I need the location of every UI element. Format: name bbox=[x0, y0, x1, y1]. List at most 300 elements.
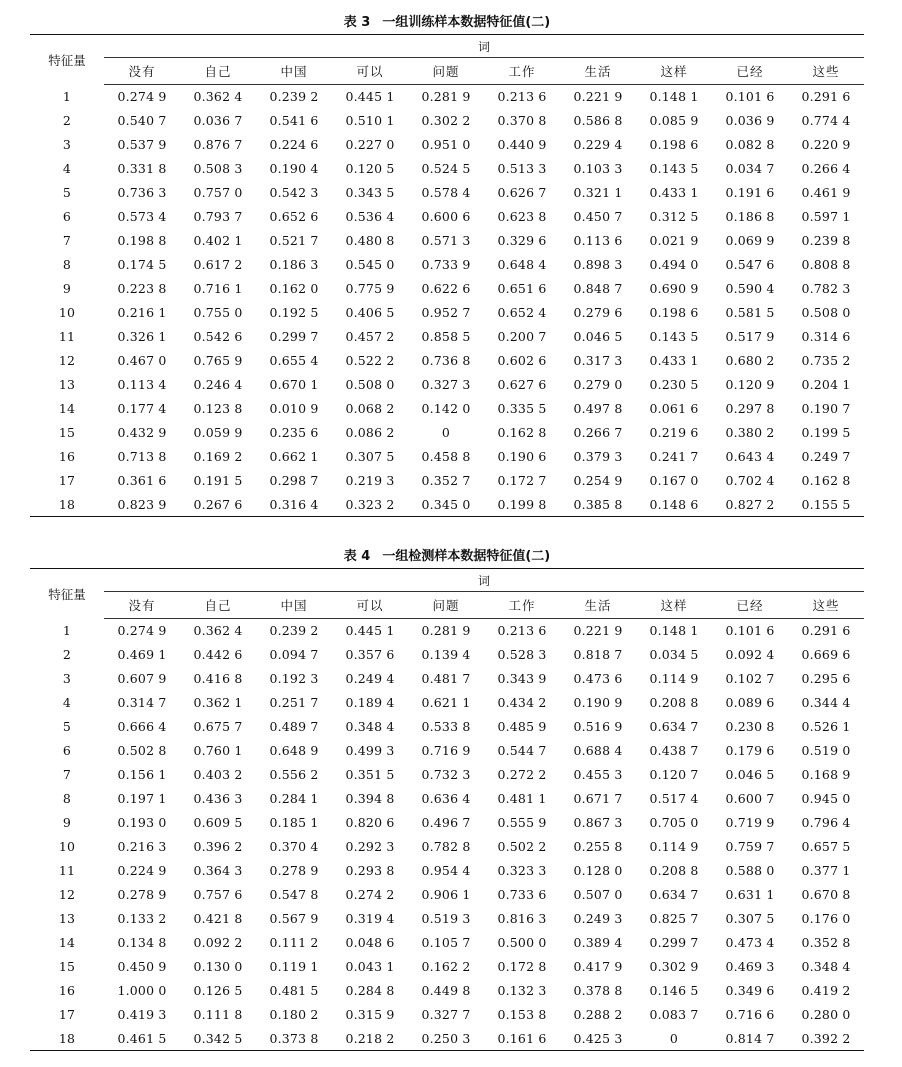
row-index-cell: 10 bbox=[58, 839, 76, 854]
value-cell: 0.394 8 bbox=[345, 791, 395, 806]
value-cell: 0.143 5 bbox=[649, 329, 699, 344]
value-cell: 0 bbox=[669, 1030, 679, 1046]
row-index-cell: 17 bbox=[58, 1007, 76, 1022]
column-header: 生活 bbox=[560, 592, 636, 619]
value-cell: 0.266 7 bbox=[573, 425, 623, 440]
value-cell: 0.176 0 bbox=[801, 911, 851, 926]
row-index-cell: 13 bbox=[58, 377, 76, 392]
value-cell: 0.688 4 bbox=[573, 743, 623, 758]
column-header: 问题 bbox=[408, 58, 484, 85]
row-index-cell: 3 bbox=[62, 137, 72, 152]
table-row bbox=[30, 349, 864, 373]
table-row bbox=[30, 715, 864, 739]
value-cell: 0.489 7 bbox=[269, 719, 319, 734]
value-cell: 0.010 9 bbox=[269, 401, 319, 416]
value-cell: 0.102 7 bbox=[725, 671, 775, 686]
value-cell: 0.524 5 bbox=[421, 161, 471, 176]
value-cell: 0.101 6 bbox=[725, 89, 775, 105]
value-cell: 0.536 4 bbox=[345, 209, 395, 224]
value-cell: 0.280 0 bbox=[801, 1007, 851, 1022]
value-cell: 0.172 8 bbox=[497, 959, 547, 974]
value-cell: 0.034 5 bbox=[649, 647, 699, 662]
value-cell: 0.670 1 bbox=[269, 377, 319, 392]
value-cell: 0.179 6 bbox=[725, 743, 775, 758]
value-cell: 0.293 8 bbox=[345, 863, 395, 878]
value-cell: 0.586 8 bbox=[573, 113, 623, 128]
value-cell: 0.827 2 bbox=[725, 496, 775, 512]
value-cell: 0.103 3 bbox=[573, 161, 623, 176]
value-cell: 0.657 5 bbox=[801, 839, 851, 854]
value-cell: 0.189 4 bbox=[345, 695, 395, 710]
row-index-cell: 15 bbox=[58, 425, 76, 440]
value-cell: 0.191 6 bbox=[725, 185, 775, 200]
value-cell: 0.249 7 bbox=[801, 449, 851, 464]
value-cell: 0.556 2 bbox=[269, 767, 319, 782]
value-cell: 0.449 8 bbox=[421, 983, 471, 998]
column-header-row bbox=[30, 58, 864, 85]
group-header: 词 bbox=[104, 569, 864, 592]
data-table bbox=[30, 568, 864, 1051]
value-cell: 0.370 4 bbox=[269, 839, 319, 854]
value-cell: 0.954 4 bbox=[421, 863, 471, 878]
value-cell: 0.162 2 bbox=[421, 959, 471, 974]
value-cell: 0.302 9 bbox=[649, 959, 699, 974]
value-cell: 0.155 5 bbox=[801, 496, 851, 512]
table-row bbox=[30, 421, 864, 445]
value-cell: 0.876 7 bbox=[193, 137, 243, 152]
value-cell: 0.782 8 bbox=[421, 839, 471, 854]
value-cell: 0.713 8 bbox=[117, 449, 167, 464]
value-cell: 0.481 5 bbox=[269, 983, 319, 998]
value-cell: 0.623 8 bbox=[497, 209, 547, 224]
value-cell: 0.867 3 bbox=[573, 815, 623, 830]
row-index-cell: 8 bbox=[62, 791, 72, 806]
column-header: 中国 bbox=[256, 58, 332, 85]
row-index-cell: 16 bbox=[58, 449, 76, 464]
value-cell: 0.378 8 bbox=[573, 983, 623, 998]
column-header: 这些 bbox=[788, 592, 864, 619]
value-cell: 0.419 2 bbox=[801, 983, 851, 998]
value-cell: 0.362 4 bbox=[193, 89, 243, 105]
value-cell: 0.793 7 bbox=[193, 209, 243, 224]
value-cell: 0.288 2 bbox=[573, 1007, 623, 1022]
value-cell: 0.362 1 bbox=[193, 695, 243, 710]
table-row bbox=[30, 253, 864, 277]
value-cell: 0.133 2 bbox=[117, 911, 167, 926]
table-caption bbox=[30, 12, 864, 34]
value-cell: 0.421 8 bbox=[193, 911, 243, 926]
value-cell: 0.180 2 bbox=[269, 1007, 319, 1022]
value-cell: 0.537 9 bbox=[117, 137, 167, 152]
value-cell: 0.068 2 bbox=[345, 401, 395, 416]
value-cell: 0.755 0 bbox=[193, 305, 243, 320]
value-cell: 0.034 7 bbox=[725, 161, 775, 176]
value-cell: 0.279 0 bbox=[573, 377, 623, 392]
value-cell: 0.457 2 bbox=[345, 329, 395, 344]
value-cell: 0.636 4 bbox=[421, 791, 471, 806]
value-cell: 0.295 6 bbox=[801, 671, 851, 686]
value-cell: 0.302 2 bbox=[421, 113, 471, 128]
value-cell: 0.461 5 bbox=[117, 1030, 167, 1046]
column-header: 已经 bbox=[712, 58, 788, 85]
value-cell: 0.246 4 bbox=[193, 377, 243, 392]
value-cell: 0.114 9 bbox=[649, 839, 699, 854]
value-cell: 0.291 6 bbox=[801, 89, 851, 105]
value-cell: 0.735 2 bbox=[801, 353, 851, 368]
table-row bbox=[30, 181, 864, 205]
value-cell: 0.634 7 bbox=[649, 887, 699, 902]
row-index-cell: 3 bbox=[62, 671, 72, 686]
value-cell: 0.213 6 bbox=[497, 623, 547, 639]
value-cell: 0.702 4 bbox=[725, 473, 775, 488]
value-cell: 0.043 1 bbox=[345, 959, 395, 974]
value-cell: 0.327 3 bbox=[421, 377, 471, 392]
value-cell: 0.502 8 bbox=[117, 743, 167, 758]
value-cell: 0.652 4 bbox=[497, 305, 547, 320]
value-cell: 0.349 6 bbox=[725, 983, 775, 998]
value-cell: 0.299 7 bbox=[269, 329, 319, 344]
value-cell: 0.621 1 bbox=[421, 695, 471, 710]
value-cell: 0.705 0 bbox=[649, 815, 699, 830]
table-row bbox=[30, 205, 864, 229]
value-cell: 0.167 0 bbox=[649, 473, 699, 488]
value-cell: 0.607 9 bbox=[117, 671, 167, 686]
column-header: 自己 bbox=[180, 592, 256, 619]
value-cell: 0.284 8 bbox=[345, 983, 395, 998]
value-cell: 0.736 3 bbox=[117, 185, 167, 200]
column-header: 这样 bbox=[636, 58, 712, 85]
value-cell: 0.168 9 bbox=[801, 767, 851, 782]
value-cell: 0.716 6 bbox=[725, 1007, 775, 1022]
value-cell: 0.326 1 bbox=[117, 329, 167, 344]
value-cell: 0.445 1 bbox=[345, 89, 395, 105]
value-cell: 0.319 4 bbox=[345, 911, 395, 926]
value-cell: 0.406 5 bbox=[345, 305, 395, 320]
value-cell: 0.508 3 bbox=[193, 161, 243, 176]
value-cell: 0.227 0 bbox=[345, 137, 395, 152]
value-cell: 0.567 9 bbox=[269, 911, 319, 926]
value-cell: 0.272 2 bbox=[497, 767, 547, 782]
table-row bbox=[30, 301, 864, 325]
row-index-cell: 2 bbox=[62, 113, 72, 128]
value-cell: 0.433 1 bbox=[649, 185, 699, 200]
value-cell: 0.190 4 bbox=[269, 161, 319, 176]
value-cell: 0.267 6 bbox=[193, 496, 243, 512]
value-cell: 0.631 1 bbox=[725, 887, 775, 902]
value-cell: 0.364 3 bbox=[193, 863, 243, 878]
value-cell: 0.617 2 bbox=[193, 257, 243, 272]
value-cell: 0.494 0 bbox=[649, 257, 699, 272]
value-cell: 0.314 6 bbox=[801, 329, 851, 344]
table-row bbox=[30, 883, 864, 907]
value-cell: 0.513 3 bbox=[497, 161, 547, 176]
value-cell: 0.432 9 bbox=[117, 425, 167, 440]
value-cell: 0.389 4 bbox=[573, 935, 623, 950]
value-cell: 0.392 2 bbox=[801, 1030, 851, 1046]
row-index-cell: 14 bbox=[58, 935, 76, 950]
table-row bbox=[30, 763, 864, 787]
value-cell: 0.542 3 bbox=[269, 185, 319, 200]
value-cell: 0.113 6 bbox=[573, 233, 623, 248]
value-cell: 0.951 0 bbox=[421, 137, 471, 152]
value-cell: 0.469 1 bbox=[117, 647, 167, 662]
value-cell: 0.436 3 bbox=[193, 791, 243, 806]
table-row bbox=[30, 109, 864, 133]
value-cell: 0.174 5 bbox=[117, 257, 167, 272]
value-cell: 0.221 9 bbox=[573, 623, 623, 639]
value-cell: 0.344 4 bbox=[801, 695, 851, 710]
table-row bbox=[30, 325, 864, 349]
value-cell: 0.396 2 bbox=[193, 839, 243, 854]
value-cell: 0.321 1 bbox=[573, 185, 623, 200]
value-cell: 0.190 9 bbox=[573, 695, 623, 710]
row-index-cell: 18 bbox=[58, 496, 76, 512]
stub-header: 特征量 bbox=[48, 586, 86, 602]
value-cell: 0.671 7 bbox=[573, 791, 623, 806]
value-cell: 0.348 4 bbox=[345, 719, 395, 734]
value-cell: 0.485 9 bbox=[497, 719, 547, 734]
column-header: 这样 bbox=[636, 592, 712, 619]
value-cell: 0.581 5 bbox=[725, 305, 775, 320]
value-cell: 0.126 5 bbox=[193, 983, 243, 998]
value-cell: 0.046 5 bbox=[725, 767, 775, 782]
value-cell: 0.291 6 bbox=[801, 623, 851, 639]
value-cell: 0.765 9 bbox=[193, 353, 243, 368]
table-row bbox=[30, 493, 864, 517]
table-row bbox=[30, 619, 864, 643]
value-cell: 0.216 1 bbox=[117, 305, 167, 320]
value-cell: 0.450 9 bbox=[117, 959, 167, 974]
value-cell: 0.094 7 bbox=[269, 647, 319, 662]
value-cell: 0.774 4 bbox=[801, 113, 851, 128]
value-cell: 0.775 9 bbox=[345, 281, 395, 296]
value-cell: 0.519 0 bbox=[801, 743, 851, 758]
row-index-cell: 4 bbox=[62, 695, 72, 710]
value-cell: 0.197 1 bbox=[117, 791, 167, 806]
value-cell: 0.825 7 bbox=[649, 911, 699, 926]
column-header: 已经 bbox=[712, 592, 788, 619]
value-cell: 0.220 9 bbox=[801, 137, 851, 152]
value-cell: 0.331 8 bbox=[117, 161, 167, 176]
value-cell: 0.298 7 bbox=[269, 473, 319, 488]
value-cell: 0.114 9 bbox=[649, 671, 699, 686]
value-cell: 0.235 6 bbox=[269, 425, 319, 440]
table-title: 一组检测样本数据特征值(二) bbox=[382, 549, 551, 564]
value-cell: 0.438 7 bbox=[649, 743, 699, 758]
value-cell: 0.239 8 bbox=[801, 233, 851, 248]
value-cell: 0.680 2 bbox=[725, 353, 775, 368]
value-cell: 0.216 3 bbox=[117, 839, 167, 854]
value-cell: 0.323 3 bbox=[497, 863, 547, 878]
value-cell: 0.417 9 bbox=[573, 959, 623, 974]
value-cell: 0.083 7 bbox=[649, 1007, 699, 1022]
value-cell: 0.588 0 bbox=[725, 863, 775, 878]
value-cell: 0.069 9 bbox=[725, 233, 775, 248]
value-cell: 0.120 5 bbox=[345, 161, 395, 176]
value-cell: 0.198 6 bbox=[649, 137, 699, 152]
column-header: 这些 bbox=[788, 58, 864, 85]
value-cell: 0.500 0 bbox=[497, 935, 547, 950]
value-cell: 0.223 8 bbox=[117, 281, 167, 296]
value-cell: 0.609 5 bbox=[193, 815, 243, 830]
value-cell: 0.499 3 bbox=[345, 743, 395, 758]
value-cell: 0.898 3 bbox=[573, 257, 623, 272]
table-row bbox=[30, 979, 864, 1003]
value-cell: 0.299 7 bbox=[649, 935, 699, 950]
value-cell: 0.200 7 bbox=[497, 329, 547, 344]
value-cell: 0.148 1 bbox=[649, 89, 699, 105]
value-cell: 0.419 3 bbox=[117, 1007, 167, 1022]
row-index-cell: 1 bbox=[62, 623, 72, 638]
value-cell: 0.130 0 bbox=[193, 959, 243, 974]
value-cell: 0.440 9 bbox=[497, 137, 547, 152]
value-cell: 0.128 0 bbox=[573, 863, 623, 878]
value-cell: 0.732 3 bbox=[421, 767, 471, 782]
value-cell: 0.719 9 bbox=[725, 815, 775, 830]
value-cell: 0.666 4 bbox=[117, 719, 167, 734]
value-cell: 0.224 9 bbox=[117, 863, 167, 878]
value-cell: 0.662 1 bbox=[269, 449, 319, 464]
value-cell: 0.190 6 bbox=[497, 449, 547, 464]
value-cell: 0.526 1 bbox=[801, 719, 851, 734]
value-cell: 0.757 0 bbox=[193, 185, 243, 200]
column-header: 可以 bbox=[332, 58, 408, 85]
value-cell: 0.808 8 bbox=[801, 257, 851, 272]
row-index-cell: 17 bbox=[58, 473, 76, 488]
value-cell: 0.343 5 bbox=[345, 185, 395, 200]
value-cell: 0.544 7 bbox=[497, 743, 547, 758]
value-cell: 0.186 3 bbox=[269, 257, 319, 272]
value-cell: 0.403 2 bbox=[193, 767, 243, 782]
value-cell: 0.508 0 bbox=[345, 377, 395, 392]
row-index-cell: 6 bbox=[62, 743, 72, 758]
table-row bbox=[30, 691, 864, 715]
value-cell: 0.089 6 bbox=[725, 695, 775, 710]
value-cell: 0.733 6 bbox=[497, 887, 547, 902]
value-cell: 0.162 0 bbox=[269, 281, 319, 296]
value-cell: 0.652 6 bbox=[269, 209, 319, 224]
value-cell: 0.105 7 bbox=[421, 935, 471, 950]
value-cell: 0.522 2 bbox=[345, 353, 395, 368]
value-cell: 0.361 6 bbox=[117, 473, 167, 488]
value-cell: 0.190 7 bbox=[801, 401, 851, 416]
stub-header: 特征量 bbox=[48, 52, 86, 68]
value-cell: 0.634 7 bbox=[649, 719, 699, 734]
table-row bbox=[30, 469, 864, 493]
value-cell: 0.307 5 bbox=[345, 449, 395, 464]
value-cell: 0.092 2 bbox=[193, 935, 243, 950]
value-cell: 0.571 3 bbox=[421, 233, 471, 248]
value-cell: 0.433 1 bbox=[649, 353, 699, 368]
value-cell: 0.281 9 bbox=[421, 623, 471, 639]
value-cell: 0.540 7 bbox=[117, 113, 167, 128]
row-index-cell: 16 bbox=[58, 983, 76, 998]
value-cell: 0.648 9 bbox=[269, 743, 319, 758]
value-cell: 0.113 4 bbox=[117, 377, 167, 392]
value-cell: 0.086 2 bbox=[345, 425, 395, 440]
value-cell: 0.036 7 bbox=[193, 113, 243, 128]
value-cell: 0.021 9 bbox=[649, 233, 699, 248]
value-cell: 0.132 3 bbox=[497, 983, 547, 998]
value-cell: 0.153 8 bbox=[497, 1007, 547, 1022]
value-cell: 0.348 4 bbox=[801, 959, 851, 974]
value-cell: 0.352 7 bbox=[421, 473, 471, 488]
table-body bbox=[30, 619, 864, 1051]
value-cell: 0.199 8 bbox=[497, 496, 547, 512]
table-row bbox=[30, 931, 864, 955]
row-index-cell: 8 bbox=[62, 257, 72, 272]
value-cell: 0.517 4 bbox=[649, 791, 699, 806]
value-cell: 0.134 8 bbox=[117, 935, 167, 950]
value-cell: 0.345 0 bbox=[421, 496, 471, 512]
row-index-cell: 4 bbox=[62, 161, 72, 176]
value-cell: 0.952 7 bbox=[421, 305, 471, 320]
value-cell: 0.278 9 bbox=[117, 887, 167, 902]
value-cell: 0.307 5 bbox=[725, 911, 775, 926]
row-index-cell: 9 bbox=[62, 815, 72, 830]
value-cell: 0.516 9 bbox=[573, 719, 623, 734]
value-cell: 0.655 4 bbox=[269, 353, 319, 368]
value-cell: 0.219 3 bbox=[345, 473, 395, 488]
value-cell: 0.848 7 bbox=[573, 281, 623, 296]
value-cell: 0.545 0 bbox=[345, 257, 395, 272]
value-cell: 0.541 6 bbox=[269, 113, 319, 128]
row-index-cell: 7 bbox=[62, 233, 72, 248]
value-cell: 0.445 1 bbox=[345, 623, 395, 639]
column-header: 没有 bbox=[104, 58, 180, 85]
table-row bbox=[30, 955, 864, 979]
row-index-cell: 15 bbox=[58, 959, 76, 974]
row-index-cell: 6 bbox=[62, 209, 72, 224]
value-cell: 0.760 1 bbox=[193, 743, 243, 758]
value-cell: 0.249 4 bbox=[345, 671, 395, 686]
value-cell: 0.507 0 bbox=[573, 887, 623, 902]
column-header: 生活 bbox=[560, 58, 636, 85]
value-cell: 0.434 2 bbox=[497, 695, 547, 710]
table-3 bbox=[30, 12, 864, 517]
value-cell: 0.061 6 bbox=[649, 401, 699, 416]
row-index-cell: 5 bbox=[62, 185, 72, 200]
value-cell: 0.139 4 bbox=[421, 647, 471, 662]
table-row bbox=[30, 1027, 864, 1051]
value-cell: 0.191 5 bbox=[193, 473, 243, 488]
value-cell: 0.036 9 bbox=[725, 113, 775, 128]
group-header: 词 bbox=[104, 35, 864, 58]
value-cell: 0.450 7 bbox=[573, 209, 623, 224]
value-cell: 0.380 2 bbox=[725, 425, 775, 440]
value-cell: 0.357 6 bbox=[345, 647, 395, 662]
value-cell: 0.547 6 bbox=[725, 257, 775, 272]
table-caption bbox=[30, 546, 864, 568]
value-cell: 0.198 6 bbox=[649, 305, 699, 320]
row-index-cell: 5 bbox=[62, 719, 72, 734]
value-cell: 0.162 8 bbox=[801, 473, 851, 488]
value-cell: 0.284 1 bbox=[269, 791, 319, 806]
value-cell: 0.146 5 bbox=[649, 983, 699, 998]
value-cell: 0.820 6 bbox=[345, 815, 395, 830]
value-cell: 0.266 4 bbox=[801, 161, 851, 176]
table-row bbox=[30, 445, 864, 469]
column-header: 自己 bbox=[180, 58, 256, 85]
table-row bbox=[30, 1003, 864, 1027]
value-cell: 0.416 8 bbox=[193, 671, 243, 686]
value-cell: 0.148 1 bbox=[649, 623, 699, 639]
value-cell: 0.469 3 bbox=[725, 959, 775, 974]
value-cell: 0.517 9 bbox=[725, 329, 775, 344]
value-cell: 0.814 7 bbox=[725, 1030, 775, 1046]
value-cell: 0.669 6 bbox=[801, 647, 851, 662]
value-cell: 0.221 9 bbox=[573, 89, 623, 105]
